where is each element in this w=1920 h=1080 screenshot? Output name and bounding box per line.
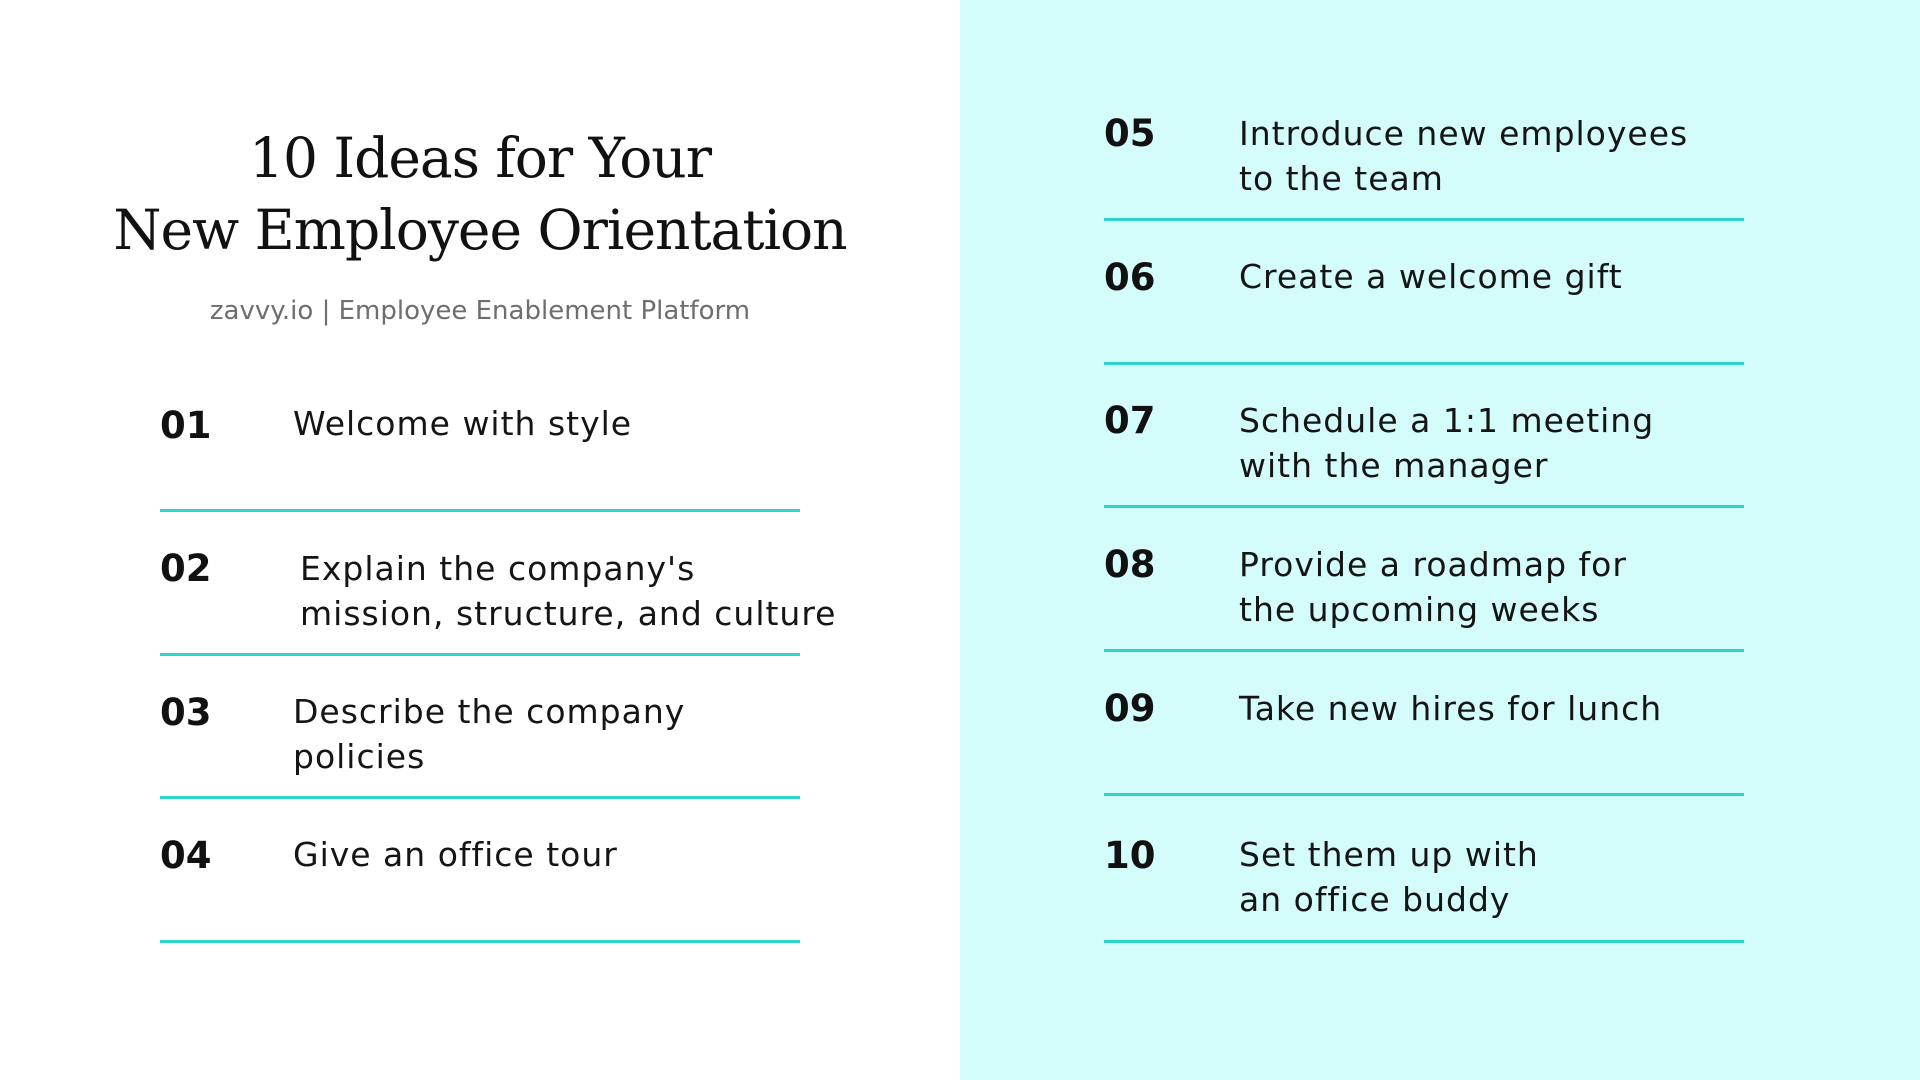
- item-number-04: 04: [160, 834, 212, 877]
- item-text-10-line-2: an office buddy: [1239, 880, 1511, 919]
- item-text-06-line-1: Create a welcome gift: [1239, 257, 1623, 296]
- item-text-02: [300, 546, 837, 636]
- item-text-02-line-2: mission, structure, and culture: [300, 594, 837, 633]
- item-number-08: 08: [1104, 543, 1156, 586]
- item-text-07-line-2: with the manager: [1239, 446, 1549, 485]
- item-text-08-line-1: Provide a roadmap for: [1239, 545, 1627, 584]
- item-divider-05: [1104, 218, 1744, 221]
- item-number-03: 03: [160, 691, 212, 734]
- item-number-07: 07: [1104, 399, 1156, 442]
- item-text-07: [1239, 398, 1654, 488]
- item-text-01-line-1: Welcome with style: [293, 404, 633, 443]
- item-divider-08: [1104, 649, 1744, 652]
- item-divider-06: [1104, 362, 1744, 365]
- item-divider-09: [1104, 793, 1744, 796]
- item-text-06: [1239, 254, 1623, 299]
- item-divider-04: [160, 940, 800, 943]
- item-number-09: 09: [1104, 687, 1156, 730]
- page-subtitle: zavvy.io | Employee Enablement Platform: [209, 296, 751, 326]
- page-title: [60, 122, 900, 266]
- item-divider-10: [1104, 940, 1744, 943]
- item-text-03: [293, 689, 685, 779]
- item-text-04-line-1: Give an office tour: [293, 835, 618, 874]
- right-panel: [960, 0, 1920, 1080]
- item-text-08: [1239, 542, 1627, 632]
- item-divider-07: [1104, 505, 1744, 508]
- item-number-06: 06: [1104, 256, 1156, 299]
- item-text-02-line-1: Explain the company's: [300, 549, 696, 588]
- item-text-10: [1239, 832, 1539, 922]
- item-text-08-line-2: the upcoming weeks: [1239, 590, 1600, 629]
- item-text-09: [1239, 686, 1662, 731]
- item-text-03-line-1: Describe the company: [293, 692, 686, 731]
- item-number-01: 01: [160, 404, 212, 447]
- item-text-05-line-2: to the team: [1239, 159, 1444, 198]
- item-divider-03: [160, 796, 800, 799]
- item-divider-02: [160, 653, 800, 656]
- item-divider-01: [160, 509, 800, 512]
- item-text-04: [293, 832, 618, 877]
- item-text-03-line-2: policies: [293, 737, 426, 776]
- item-text-10-line-1: Set them up with: [1239, 835, 1539, 874]
- item-number-02: 02: [160, 547, 212, 590]
- item-text-05-line-1: Introduce new employees: [1239, 114, 1689, 153]
- page-title-line-1: 10 Ideas for Your: [248, 126, 712, 190]
- item-text-05: [1239, 111, 1688, 201]
- item-number-05: 05: [1104, 112, 1156, 155]
- item-text-07-line-1: Schedule a 1:1 meeting: [1239, 401, 1655, 440]
- item-text-09-line-1: Take new hires for lunch: [1239, 689, 1663, 728]
- item-number-10: 10: [1104, 834, 1156, 877]
- page-title-line-2: New Employee Orientation: [113, 198, 847, 262]
- item-text-01: [293, 401, 632, 446]
